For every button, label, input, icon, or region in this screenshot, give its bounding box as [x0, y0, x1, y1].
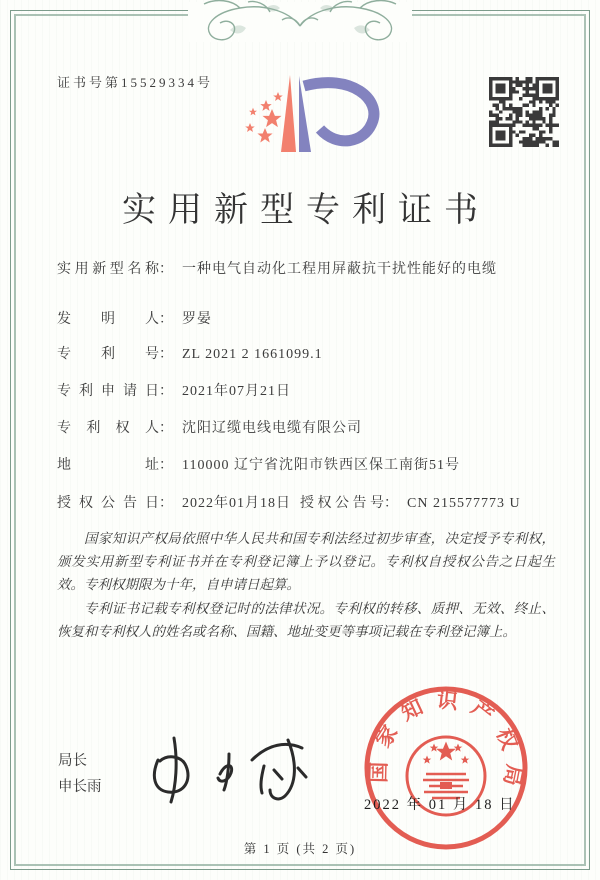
- field-value: 2022年01月18日: [182, 496, 291, 511]
- field-address: 地址： 110000 辽宁省沈阳市铁西区保工南街51号: [57, 454, 460, 474]
- signer-title: 局长: [58, 753, 87, 769]
- qr-code: [489, 77, 559, 147]
- field-value: CN 215577773 U: [407, 496, 521, 511]
- floral-ornament: [170, 0, 430, 48]
- field-inventor: 发明人： 罗晏: [57, 308, 212, 328]
- seal-text-curved: 国家知识产权局: [366, 687, 527, 800]
- field-label: 专利申请日: [57, 384, 159, 399]
- field-label: 专利号: [57, 347, 159, 362]
- legal-paragraph-1: 国家知识产权局依照中华人民共和国专利法经过初步审查，决定授予专利权，颁发实用新型专利证书并在专利登记簿上予以登记。专利权自授权公告之日起生效。专利权期限为十年，自申请日起算。: [57, 531, 555, 593]
- certificate-number: 证书号第15529334号: [57, 75, 214, 90]
- field-patentee: 专利权人： 沈阳辽缆电线电缆有限公司: [57, 417, 362, 437]
- seal-date: 2022 年 01 月 18 日: [364, 797, 516, 813]
- field-value: 一种电气自动化工程用屏蔽抗干扰性能好的电缆: [182, 262, 497, 277]
- field-value: 2021年07月21日: [182, 384, 291, 399]
- certificate-title: 实用新型专利证书: [122, 192, 490, 229]
- field-label: 授权公告号: [300, 496, 384, 511]
- logo-stars: [245, 92, 283, 142]
- field-utility-model-name: 实用新型名称： 一种电气自动化工程用屏蔽抗干扰性能好的电缆: [57, 258, 497, 278]
- field-label: 授权公告日: [57, 496, 159, 511]
- field-label: 地址: [57, 458, 159, 473]
- field-label: 专利权人: [57, 421, 159, 436]
- field-value: 110000 辽宁省沈阳市铁西区保工南街51号: [182, 458, 460, 473]
- legal-paragraph-2: 专利证书记载专利权登记时的法律状况。专利权的转移、质押、无效、终止、恢复和专利权人的姓名或名称、国籍、地址变更等事项记载在专利登记簿上。: [57, 600, 555, 639]
- page-number: 第 1 页 (共 2 页): [243, 842, 357, 856]
- signer-block: [58, 748, 102, 800]
- field-value: 沈阳辽缆电线电缆有限公司: [182, 421, 362, 436]
- official-seal: [360, 682, 532, 854]
- field-application-date: 专利申请日： 2021年07月21日: [57, 380, 291, 400]
- legal-text: [57, 527, 555, 643]
- signer-name: 申长雨: [58, 779, 102, 796]
- field-patent-number: 专利号： ZL 2021 2 1661099.1: [57, 343, 323, 363]
- field-label: 发明人: [57, 312, 159, 327]
- field-label: 实用新型名称: [57, 262, 159, 277]
- director-signature: [128, 728, 328, 810]
- field-grant-number: 授权公告号： CN 215577773 U: [300, 492, 521, 512]
- field-value: 罗晏: [182, 312, 212, 327]
- field-grant-date: 授权公告日： 2022年01月18日 授权公告号： CN 215577773 U: [57, 492, 291, 512]
- field-value: ZL 2021 2 1661099.1: [182, 347, 323, 362]
- cnipa-logo: [238, 70, 398, 172]
